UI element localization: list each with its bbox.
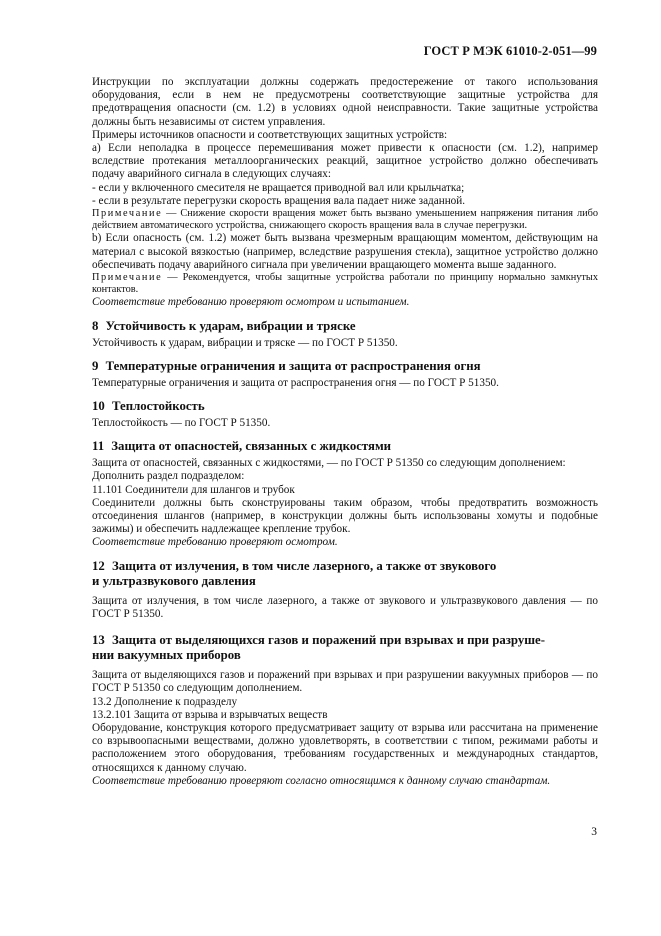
list-item: - если в результате перегрузки скорость вращения вала падает ниже заданной. [92,194,466,207]
compliance-statement: Соответствие требованию проверяют осмотром и испытанием. [92,296,410,309]
compliance-statement: Соответствие требованию проверяют согласно относящимся к данному случаю стандартам. [92,774,551,787]
note [92,272,598,296]
note-text: — Рекомендуется, чтобы защитные устройства работали по принципу нормально замкнутых контактов. [92,272,598,296]
page-number: 3 [591,826,597,838]
document-body [92,76,598,788]
note [92,208,598,232]
list-item: - если у включенного смесителя не вращается приводной вал или крыльчатка; [92,181,465,194]
note-label: Примечание [92,272,163,284]
section-heading-9: 9 Температурные ограничения и защита от распространения огня [92,358,481,373]
subsection-heading: 13.2.101 Защита от взрыва и взрывчатых веществ [92,708,328,721]
paragraph: Дополнить раздел подразделом: [92,470,245,483]
note-label: Примечание [92,208,163,220]
note-text: — Снижение скорости вращения может быть вызвано уменьшением напряжения питания либо действием автоматического устройства, снижающего скорость вращения вала в случае перегрузки. [92,208,598,232]
paragraph: Защита от опасностей, связанных с жидкостями, — по ГОСТ Р 51350 со следующим дополнением: [92,457,566,470]
paragraph: Защита от выделяющихся газов и поражений при взрывах и при разрушении вакуумных приборов — по ГОСТ Р 51350 со следующим дополнением. [92,669,598,695]
subsection-heading: 11.101 Соединители для шлангов и трубок [92,483,295,496]
subsection-heading: 13.2 Дополнение к подразделу [92,695,238,708]
paragraph: b) Если опасность (см. 1.2) может быть вызвана чрезмерным вращающим моментом, действующим на материал с высокой вязкостью (например, вследствие разрушения стекла), защитное устройство должно обеспечивать подачу аварийного сигнала при увеличении вращающего момента выше заданного. [92,232,598,271]
paragraph: Соединители должны быть сконструированы таким образом, чтобы предотвратить возможность отсоединения шлангов (например, в конструкции должны быть использованы хомуты и подобные зажимы) и обеспечить надлежащее крепление трубок. [92,496,598,536]
section-heading-8: 8 Устойчивость к ударам, вибрации и тряске [92,318,356,333]
paragraph: Защита от излучения, в том числе лазерного, а также от звукового и ультразвукового давления — по ГОСТ Р 51350. [92,594,598,620]
paragraph: Устойчивость к ударам, вибрации и тряске — по ГОСТ Р 51350. [92,336,398,349]
compliance-statement: Соответствие требованию проверяют осмотром. [92,536,338,549]
paragraph: Теплостойкость — по ГОСТ Р 51350. [92,417,271,430]
document-code-header: ГОСТ Р МЭК 61010-2-051—99 [423,44,597,58]
paragraph: Оборудование, конструкция которого предусматривает защиту от взрыва или рассчитана на применение со взрывоопасными веществами, должно удовлетворять, в соответствии с типом, режимами работы и расположением этого оборудования, требованиям государственных и международных стандартов, относящихся к данному случаю. [92,721,598,774]
paragraph: Инструкции по эксплуатации должны содержать предостережение от такого использования оборудования, если в нем не предусмотрены соответствующие защитные устройства для предотвращения опасности (см. 1.2) в условиях одной неисправности. Такие защитные устройства должны быть независимы от систем управления. [92,76,598,128]
section-heading-13: 13 Защита от выделяющихся газов и поражений при взрывах и при разруше- нии вакуумных приборов [92,633,545,663]
paragraph: Температурные ограничения и защита от распространения огня — по ГОСТ Р 51350. [92,376,499,389]
section-heading-11: 11 Защита от опасностей, связанных с жидкостями [92,439,392,454]
section-heading-12: 12 Защита от излучения, в том числе лазерного, а также от звукового и ультразвукового давления [92,558,497,588]
paragraph: а) Если неполадка в процессе перемешивания может привести к опасности (см. 1.2), например вследствие протекания металлоорганических реакций, защитное устройство должно обеспечивать подачу аварийного сигнала в следующих случаях: [92,142,598,181]
section-heading-10: 10 Теплостойкость [92,399,205,414]
paragraph: Примеры источников опасности и соответствующих защитных устройств: [92,128,448,141]
